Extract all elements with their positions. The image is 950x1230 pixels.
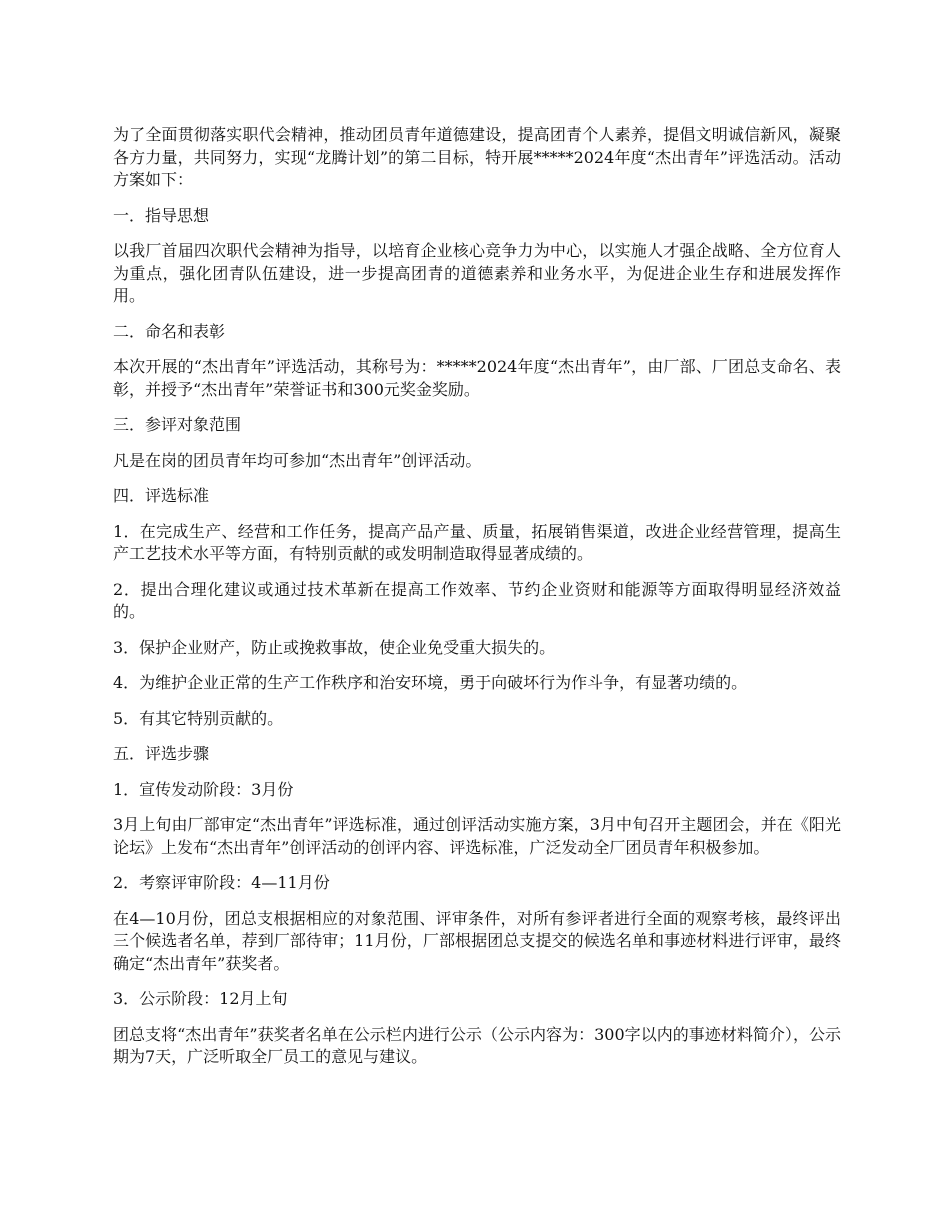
section-heading-steps: 五．评选步骤 [113,744,210,763]
body-paragraph: 凡是在岗的团员青年均可参加“杰出青年”创评活动。 [113,450,482,470]
intro-paragraph: 为了全面贯彻落实职代会精神，推动团员青年道德建设，提高团青个人素养，提倡文明诚信新风，凝聚各方力量，共同努力，实现“龙腾计划”的第二目标，特开展*****2024年度“杰出青年”评选活动。活动方案如下： [113,125,841,189]
list-item: 3．保护企业财产，防止或挽救事故，使企业免受重大损失的。 [113,637,556,657]
body-paragraph: 在4—10月份，团总支根据相应的对象范围、评审条件，对所有参评者进行全面的观察考核，最终评出三个候选者名单，荐到厂部待审；11月份，厂部根据团总支提交的候选名单和事迹材料进行评审，最终确定“杰出青年”获奖者。 [113,908,841,973]
step-heading: 2．考察评审阶段：4—11月份 [113,873,330,892]
document-body [113,124,841,1082]
list-item: 4．为维护企业正常的生产工作秩序和治安环境，勇于向破坏行为作斗争，有显著功绩的。 [113,673,748,692]
body-paragraph: 团总支将“杰出青年”获奖者名单在公示栏内进行公示（公示内容为：300字以内的事迹材料简介），公示期为7天，广泛听取全厂员工的意见与建议。 [113,1024,841,1066]
section-heading-guiding-ideology: 一．指导思想 [113,205,210,225]
step-heading: 1．宣传发动阶段：3月份 [113,779,294,799]
list-item: 2．提出合理化建议或通过技术革新在提高工作效率、节约企业资财和能源等方面取得明显经济效益的。 [113,579,841,621]
body-paragraph: 本次开展的“杰出青年”评选活动，其称号为：*****2024年度“杰出青年”，由厂部、厂团总支命名、表彰，并授予“杰出青年”荣誉证书和300元奖金奖励。 [113,357,841,399]
body-paragraph: 以我厂首届四次职代会精神为指导，以培育企业核心竞争力为中心，以实施人才强企战略、全方位育人为重点，强化团青队伍建设，进一步提高团青的道德素养和业务水平，为促进企业生存和进展发挥作用。 [113,241,841,305]
section-heading-eligibility: 三．参评对象范围 [113,415,242,434]
step-heading: 3．公示阶段：12月上旬 [113,989,288,1008]
list-item: 5．有其它特别贡献的。 [113,708,284,728]
section-heading-criteria: 四．评选标准 [113,486,210,505]
list-item: 1．在完成生产、经营和工作任务，提高产品产量、质量，拓展销售渠道，改进企业经营管理，提高生产工艺技术水平等方面，有特别贡献的或发明制造取得显著成绩的。 [113,521,841,563]
body-paragraph: 3月上旬由厂部审定“杰出青年”评选标准，通过创评活动实施方案，3月中旬召开主题团会，并在《阳光论坛》上发布“杰出青年”创评活动的创评内容、评选标准，广泛发动全厂团员青年积极参加。 [113,815,841,857]
section-heading-naming-awards: 二．命名和表彰 [113,321,226,341]
